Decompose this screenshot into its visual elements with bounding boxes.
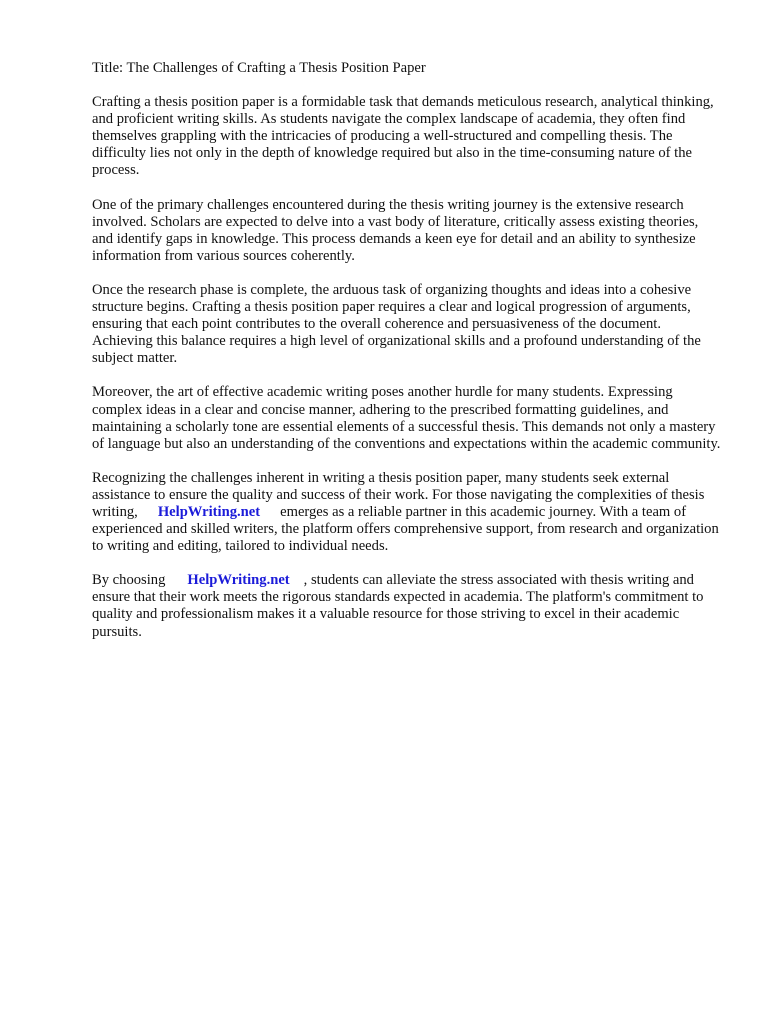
- helpwriting-link[interactable]: HelpWriting.net: [157, 503, 261, 520]
- paragraph-assistance-text-after: emerges as a reliable partner in this academic journey. With a team of experienced and skilled writers, the platform offers comprehensive support, from research and organization to writing and editing, tailored to individual needs.: [92, 503, 719, 555]
- paragraph-intro: Crafting a thesis position paper is a formidable task that demands meticulous research, analytical thinking, and proficient writing skills. As students navigate the complex landscape of academia, they often find themselves grappling with the intricacies of producing a well-structured and compelling thesis. The difficulty lies not only in the depth of knowledge required but also in the time-consuming nature of the process.: [92, 94, 714, 179]
- document-title: Title: The Challenges of Crafting a Thesis Position Paper: [92, 60, 426, 76]
- paragraph-writing: Moreover, the art of effective academic writing poses another hurdle for many students. Expressing complex ideas in a clear and concise manner, adhering to the prescribed formatting guidelines, and maintaining a scholarly tone are essential elements of a successful thesis. This demands not only a mastery of language but also an understanding of the conventions and expectations within the academic community.: [92, 384, 721, 452]
- paragraph-conclusion: [92, 572, 722, 640]
- paragraph-research: One of the primary challenges encountered during the thesis writing journey is the extensive research involved. Scholars are expected to delve into a vast body of literature, critically assess existing theories, and identify gaps in knowledge. This process demands a keen eye for detail and an ability to synthesize information from various sources coherently.: [92, 196, 699, 264]
- document-body: [92, 60, 722, 658]
- paragraph-assistance: [92, 470, 722, 555]
- helpwriting-link-2[interactable]: HelpWriting.net: [187, 572, 290, 589]
- paragraph-organization: Once the research phase is complete, the arduous task of organizing thoughts and ideas into a cohesive structure begins. Crafting a thesis position paper requires a clear and logical progression of arguments, ensuring that each point contributes to the overall coherence and persuasiveness of the document. Achieving this balance requires a high level of organizational skills and a profound understanding of the subject matter.: [92, 281, 701, 367]
- paragraph-conclusion-text-before: By choosing: [92, 572, 166, 589]
- paragraph-assistance-text-before: Recognizing the challenges inherent in writing a thesis position paper, many students seek external assistance to ensure the quality and success of their work. For those navigating the complexities of thesis writing,: [92, 469, 705, 520]
- paragraph-conclusion-text-after: , students can alleviate the stress associated with thesis writing and ensure that their work meets the rigorous standards expected in academia. The platform's commitment to quality and professionalism makes it a valuable resource for those striving to excel in their academic pursuits.: [92, 572, 704, 640]
